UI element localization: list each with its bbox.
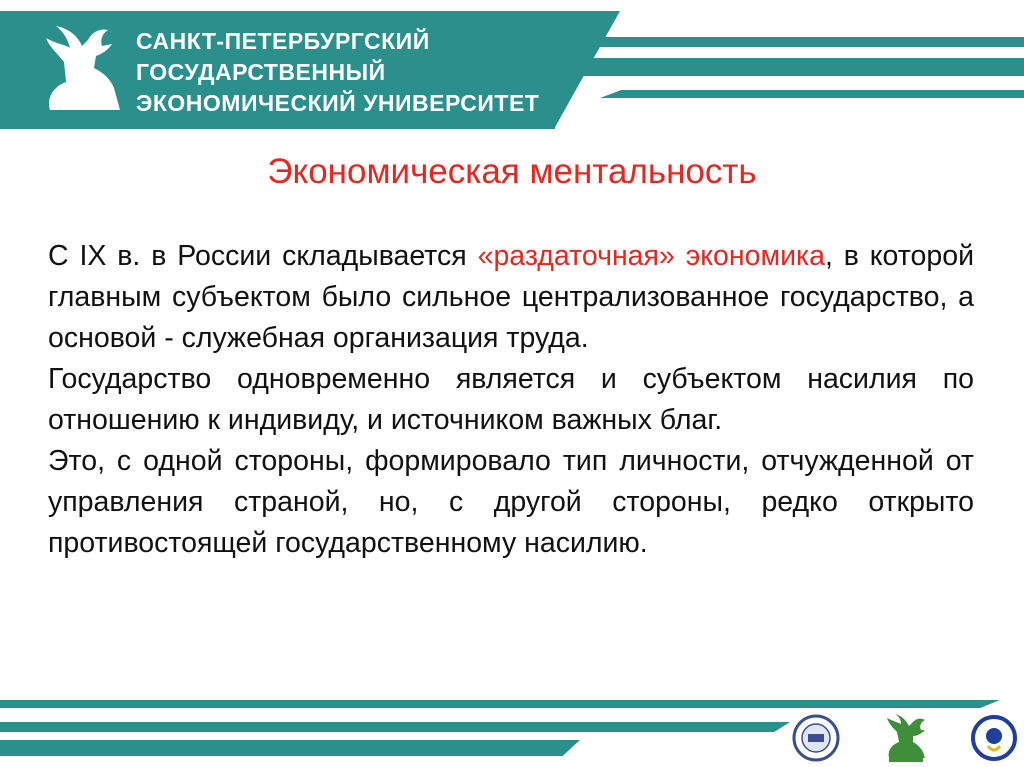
- partner-seal-icon: [790, 712, 842, 764]
- university-name: [136, 26, 539, 119]
- griffin-emblem-icon: [36, 18, 128, 118]
- university-name-line: ЭКОНОМИЧЕСКИЙ УНИВЕРСИТЕТ: [136, 90, 540, 116]
- griffin-small-icon: [879, 712, 931, 764]
- university-name-line: ГОСУДАРСТВЕННЫЙ: [136, 59, 386, 85]
- paragraph-text: , в которой главным субъектом было сильное централизованное государство, а основой - служебная организация труда.: [48, 240, 974, 354]
- slide-body: [48, 236, 974, 564]
- bottom-stripe: [0, 740, 580, 756]
- university-name-line: САНКТ-ПЕТЕРБУРГСКИЙ: [136, 28, 430, 54]
- paragraph: Это, с одной стороны, формировало тип личности, отчужденной от управления страной, но, с другой стороны, редко открыто противостоящей государственному насилию.: [48, 445, 974, 559]
- top-stripe: [560, 58, 1024, 76]
- paragraph: Государство одновременно является и субъектом насилия по отношению к индивиду, и источником важных благ.: [48, 363, 974, 436]
- highlighted-term: «раздаточная» экономика: [477, 240, 825, 272]
- paragraph: [48, 236, 974, 359]
- paragraph-text: С IX в. в России складывается: [48, 240, 478, 272]
- partner-round-icon: [968, 712, 1020, 764]
- bottom-stripe: [0, 700, 1000, 708]
- partner-logos: [790, 712, 1020, 764]
- top-stripe: [600, 90, 1024, 98]
- top-stripe: [514, 37, 1024, 47]
- bottom-stripe: [0, 722, 790, 732]
- slide-title: Экономическая ментальность: [267, 152, 757, 191]
